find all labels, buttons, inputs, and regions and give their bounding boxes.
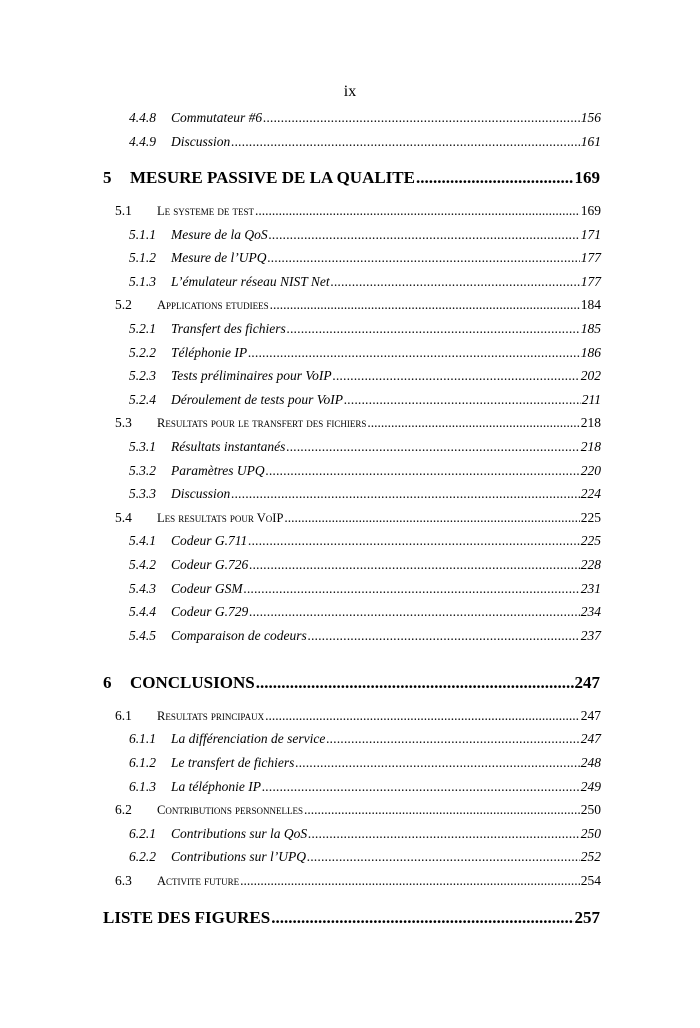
toc-entry-number: 5.3.1	[129, 439, 156, 454]
toc-entry-title: Contributions sur la QoS	[171, 826, 308, 841]
dot-leader	[308, 628, 580, 644]
toc-entry-number: 5.3.3	[129, 486, 156, 501]
toc-entry-page: 231	[580, 581, 601, 596]
toc-entry-page: 177	[580, 250, 601, 265]
toc-entry-number: 6	[103, 673, 112, 692]
dot-leader	[286, 439, 579, 455]
toc-entry[interactable]	[0, 110, 700, 126]
toc-entry-title: Le systeme de test	[157, 204, 255, 218]
toc-entry[interactable]	[0, 802, 700, 818]
toc-entry-page: 202	[580, 368, 601, 383]
toc-entry[interactable]	[0, 908, 700, 928]
dot-leader	[269, 227, 580, 243]
toc-entry[interactable]	[0, 321, 700, 337]
toc-entry[interactable]	[0, 826, 700, 842]
toc-entry-title: Activite future	[157, 874, 240, 888]
toc-entry-title: Déroulement de tests pour VoIP	[171, 392, 343, 407]
dot-leader	[333, 368, 580, 384]
toc-entry-title: Resultats principaux	[157, 709, 265, 723]
toc-entry-number: 5.2.4	[129, 392, 156, 407]
toc-entry-number: 4.4.8	[129, 110, 156, 125]
toc-entry-page: 211	[581, 392, 601, 407]
toc-entry-page: 185	[580, 321, 601, 336]
toc-entry[interactable]	[0, 755, 700, 771]
dot-leader	[249, 557, 580, 573]
toc-entry[interactable]	[0, 708, 700, 724]
toc-entry-title: CONCLUSIONS	[130, 673, 255, 692]
toc-entry[interactable]	[0, 849, 700, 865]
dot-leader	[308, 826, 580, 842]
dot-leader	[267, 250, 579, 266]
toc-entry-title: Codeur G.711	[171, 533, 248, 548]
toc-entry-title: Mesure de la QoS	[171, 227, 268, 242]
toc-entry-page: 169	[580, 203, 601, 218]
toc-entry-number: 6.1.3	[129, 779, 156, 794]
toc-entry-number: 6.2.1	[129, 826, 156, 841]
toc-entry-number: 6.1.1	[129, 731, 156, 746]
toc-entry-title: Codeur G.729	[171, 604, 249, 619]
toc-entry-title: MESURE PASSIVE DE LA QUALITE	[130, 168, 415, 187]
dot-leader	[270, 297, 580, 313]
toc-entry-number: 5	[103, 168, 112, 187]
toc-entry-number: 5.3.2	[129, 463, 156, 478]
toc-entry-page: 248	[580, 755, 601, 770]
dot-leader	[265, 708, 580, 724]
toc-entry-number: 5.1.2	[129, 250, 156, 265]
toc-entry[interactable]	[0, 274, 700, 290]
toc-entry-title: Résultats instantanés	[171, 439, 286, 454]
dot-leader	[331, 274, 580, 290]
dot-leader	[231, 486, 579, 502]
toc-entry-number: 5.4.4	[129, 604, 156, 619]
toc-entry-page: 237	[580, 628, 601, 643]
dot-leader	[249, 604, 580, 620]
toc-entry-title: Resultats pour le transfert des fichiers	[157, 416, 367, 430]
toc-entry-page: 250	[580, 802, 601, 817]
toc-entry-page: 177	[580, 274, 601, 289]
dot-leader	[304, 802, 580, 818]
dot-leader	[271, 908, 573, 928]
toc-entry-title: Discussion	[171, 486, 231, 501]
toc-entry[interactable]	[0, 415, 700, 431]
toc-entry[interactable]	[0, 134, 700, 150]
toc-entry-title: Codeur GSM	[171, 581, 243, 596]
toc-entry-page: 252	[580, 849, 601, 864]
toc-entry-number: 5.4.2	[129, 557, 156, 572]
toc-entry-number: 6.2	[115, 802, 132, 817]
toc-entry-number: 5.1	[115, 203, 132, 218]
toc-entry[interactable]	[0, 486, 700, 502]
toc-entry-title: Tests préliminaires pour VoIP	[171, 368, 332, 383]
toc-entry[interactable]	[0, 673, 700, 693]
toc-entry-number: 5.2.1	[129, 321, 156, 336]
toc-entry[interactable]	[0, 203, 700, 219]
dot-leader	[263, 110, 580, 126]
toc-entry-number: 5.4.5	[129, 628, 156, 643]
toc-entry-page: 249	[580, 779, 601, 794]
toc-entry-page: 184	[580, 297, 601, 312]
toc-entry[interactable]	[0, 779, 700, 795]
toc-entry-number: 5.1.3	[129, 274, 156, 289]
toc-entry-page: 247	[580, 731, 601, 746]
dot-leader	[326, 731, 579, 747]
toc-entry-title: La téléphonie IP	[171, 779, 261, 794]
toc-entry[interactable]	[0, 297, 700, 313]
toc-entry[interactable]	[0, 581, 700, 597]
toc-entry-title: Contributions sur l’UPQ	[171, 849, 307, 864]
toc-entry-page: 161	[580, 134, 601, 149]
toc-entry[interactable]	[0, 439, 700, 455]
toc-entry[interactable]	[0, 510, 700, 526]
toc-entry-page: 257	[574, 908, 600, 927]
toc-entry-page: 254	[580, 873, 601, 888]
toc-entry-page: 186	[580, 345, 601, 360]
toc-entry[interactable]	[0, 533, 700, 549]
dot-leader	[295, 755, 579, 771]
toc-entry-number: 6.3	[115, 873, 132, 888]
toc-entry-number: 5.2.2	[129, 345, 156, 360]
dot-leader	[240, 873, 580, 889]
toc-entry-page: 171	[580, 227, 601, 242]
page-number: ix	[343, 83, 357, 100]
toc-entry-page: 218	[580, 415, 601, 430]
toc-entry-number: 5.4.3	[129, 581, 156, 596]
toc-entry[interactable]	[0, 731, 700, 747]
toc-entry-title: Le transfert de fichiers	[171, 755, 295, 770]
toc-entry-page: 225	[580, 510, 601, 525]
toc-entry-page: 220	[580, 463, 601, 478]
toc-entry-number: 5.2	[115, 297, 132, 312]
toc-entry-page: 225	[580, 533, 601, 548]
toc-entry-title: Commutateur #6	[171, 110, 263, 125]
dot-leader	[248, 345, 580, 361]
dot-leader	[256, 673, 574, 693]
toc-entry-number: 5.1.1	[129, 227, 156, 242]
dot-leader	[255, 203, 580, 219]
dot-leader	[231, 134, 579, 150]
toc-entry-page: 234	[580, 604, 601, 619]
toc-entry-title: L’émulateur réseau NIST Net	[171, 274, 330, 289]
toc-entry[interactable]	[0, 168, 700, 188]
toc-entry-number: 5.2.3	[129, 368, 156, 383]
toc-entry[interactable]	[0, 628, 700, 644]
dot-leader	[262, 779, 580, 795]
toc-entry[interactable]	[0, 368, 700, 384]
toc-entry-page: 156	[580, 110, 601, 125]
toc-entry-page: 224	[580, 486, 601, 501]
toc-entry-title: Applications etudiees	[157, 298, 269, 312]
toc-entry-title: Téléphonie IP	[171, 345, 248, 360]
toc-entry-number: 5.4.1	[129, 533, 156, 548]
toc-entry[interactable]	[0, 345, 700, 361]
toc-entry-page: 228	[580, 557, 601, 572]
dot-leader	[244, 581, 580, 597]
dot-leader	[367, 415, 579, 431]
toc-entry-number: 6.2.2	[129, 849, 156, 864]
toc-entry-number: 5.3	[115, 415, 132, 430]
toc-entry-page: 218	[580, 439, 601, 454]
toc-entry-number: 6.1	[115, 708, 132, 723]
dot-leader	[416, 168, 574, 188]
dot-leader	[307, 849, 580, 865]
toc-entry-title: Codeur G.726	[171, 557, 249, 572]
dot-leader	[344, 392, 581, 408]
toc-entry-number: 5.4	[115, 510, 132, 525]
toc-entry-number: 4.4.9	[129, 134, 156, 149]
toc-entry-title: LISTE DES FIGURES	[103, 908, 271, 927]
toc-entry-title: Discussion	[171, 134, 231, 149]
toc-entry[interactable]	[0, 873, 700, 889]
toc-entry-page: 169	[574, 168, 600, 187]
toc-entry[interactable]	[0, 250, 700, 266]
dot-leader	[287, 321, 580, 337]
toc-entry-title: Les resultats pour VoIP	[157, 511, 284, 525]
toc-entry-title: Mesure de l’UPQ	[171, 250, 267, 265]
toc-entry-number: 6.1.2	[129, 755, 156, 770]
toc-entry-page: 247	[574, 673, 600, 692]
toc-entry[interactable]	[0, 557, 700, 573]
dot-leader	[266, 463, 580, 479]
toc-entry[interactable]	[0, 604, 700, 620]
toc-entry-page: 250	[580, 826, 601, 841]
toc-entry-title: Paramètres UPQ	[171, 463, 265, 478]
dot-leader	[248, 533, 580, 549]
toc-entry[interactable]	[0, 227, 700, 243]
toc-entry-title: La différenciation de service	[171, 731, 326, 746]
toc-entry[interactable]	[0, 463, 700, 479]
toc-entry-title: Comparaison de codeurs	[171, 628, 307, 643]
toc-entry[interactable]	[0, 392, 700, 408]
toc-entry-page: 247	[580, 708, 601, 723]
toc-entry-title: Contributions personnelles	[157, 803, 303, 817]
dot-leader	[284, 510, 579, 526]
toc-entry-title: Transfert des fichiers	[171, 321, 286, 336]
